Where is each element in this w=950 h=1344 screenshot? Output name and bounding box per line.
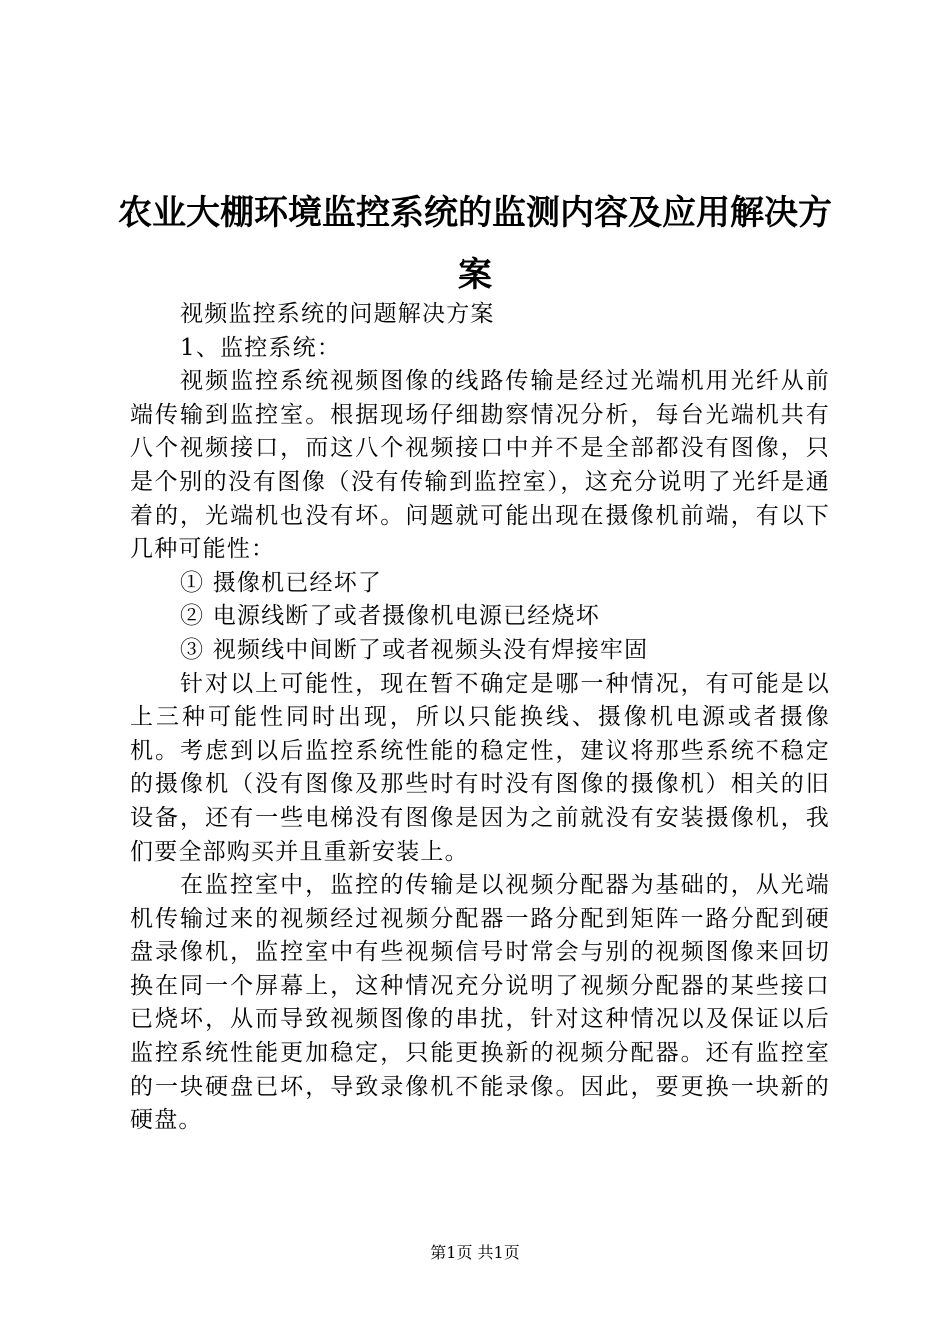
list-item: ③ 视频线中间断了或者视频头没有焊接牢固 [180,636,649,663]
list-item: ② 电源线断了或者摄像机电源已经烧坏 [180,603,600,630]
section-heading: 视频监控系统的问题解决方案 [180,301,495,327]
body-paragraph: 在监控室中，监控的传输是以视频分配器为基础的，从光端机传输过来的视频经过视频分配器一路分配到矩阵一路分配到硬盘录像机，监控室中有些视频信号时常会与别的视频图像来回切换在同一个屏幕上，这种情况充分说明了视频分配器的某些接口已烧坏，从而导致视频图像的串扰，针对这种情况以及保证以后监控系统性能更加稳定，只能更换新的视频分配器。还有监控室的一块硬盘已坏，导致录像机不能录像。因此，要更换一块新的硬盘。 [130,872,830,1134]
page-footer: 第1页 共1页 [430,1243,520,1262]
body-paragraph: 视频监控系统视频图像的线路传输是经过光端机用光纤从前端传输到监控室。根据现场仔细勘察情况分析，每台光端机共有八个视频接口，而这八个视频接口中并不是全部都没有图像，只是个别的没有图像（没有传输到监控室），这充分说明了光纤是通着的，光端机也没有坏。问题就可能出现在摄像机前端，有以下几种可能性： [130,368,830,563]
body-paragraph: 针对以上可能性，现在暂不确定是哪一种情况，有可能是以上三种可能性同时出现，所以只能换线、摄像机电源或者摄像机。考虑到以后监控系统性能的稳定性，建议将那些系统不稳定的摄像机（没有图像及那些时有时没有图像的摄像机）相关的旧设备，还有一些电梯没有图像是因为之前就没有安装摄像机，我们要全部购买并且重新安装上。 [130,670,830,865]
document-body [130,298,830,1138]
subsection-heading: 1、监控系统： [180,334,342,361]
list-item: ① 摄像机已经坏了 [180,569,383,596]
document-title: 农业大棚环境监控系统的监测内容及应用解决方案 [118,193,832,295]
